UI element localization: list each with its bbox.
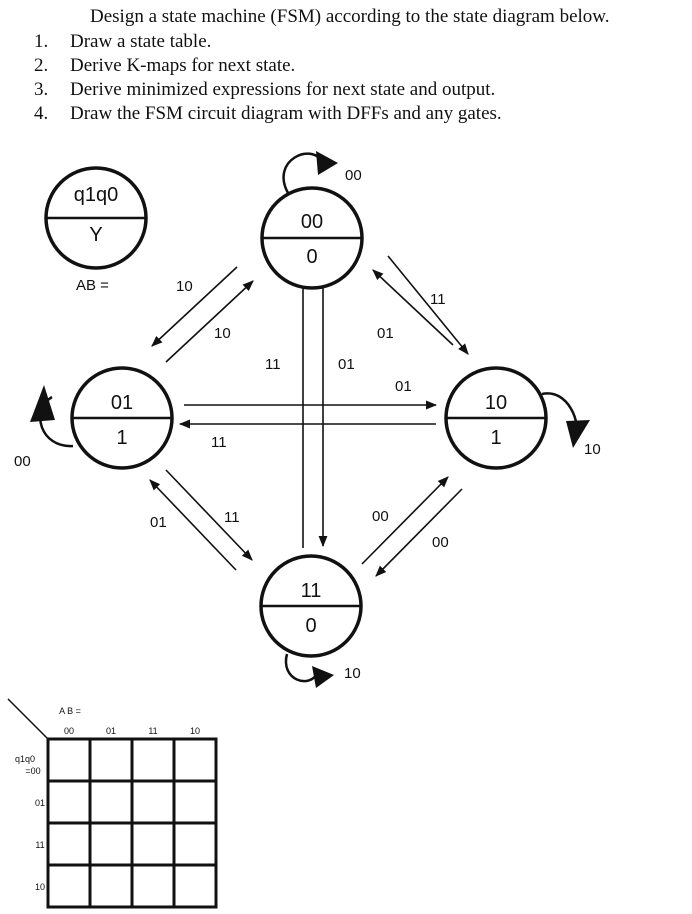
kmap-row-00: =00 [25,766,41,776]
label-s00-to-s11: 11 [265,356,281,373]
label-s10-to-s01: 11 [211,434,227,451]
label-self-s11: 10 [344,665,361,682]
legend-input-label: AB = [76,277,109,294]
kmap-input-header: A B = [59,706,81,716]
svg-text:11: 11 [300,580,322,602]
label-s01-to-s10: 01 [395,378,412,395]
kmap-row-11: 11 [35,840,45,850]
kmap-col-00: 00 [63,726,75,736]
label-self-s01: 00 [14,453,31,470]
label-s00-to-s10: 11 [430,291,446,308]
label-s11-to-s01: 01 [150,514,167,531]
kmap-col-11: 11 [148,726,158,736]
kmap-corner-diagonal [8,699,48,739]
svg-text:0: 0 [306,246,318,268]
step-2: 2. Derive K-maps for next state. [34,55,296,76]
kmap-col-10: 10 [189,726,201,736]
self-loop-s11-arrowhead [312,666,334,688]
self-loop-s01-arrowhead [30,385,55,422]
legend-node [46,168,146,268]
arrow-s10-to-s11 [376,489,462,576]
label-self-s00: 00 [345,167,362,184]
kmap-col-01: 01 [105,726,117,736]
kmap-row-10: 10 [34,882,46,892]
label-s01-to-s11: 11 [224,509,240,526]
state-node-10 [446,368,546,468]
label-s10-to-s00: 01 [377,325,394,342]
label-s11-to-s00: 01 [338,356,355,373]
state-node-00 [262,188,362,288]
legend-state-label: q1q0 [73,184,119,206]
svg-text:01: 01 [110,392,134,414]
label-s10-to-s11: 00 [372,508,389,525]
svg-text:1: 1 [116,427,128,449]
legend-output-label: Y [89,224,103,246]
problem-title: Design a state machine (FSM) according to the state diagram below. [90,6,610,27]
svg-text:0: 0 [305,615,317,637]
label-s11-to-s10: 00 [432,534,449,551]
state-node-11 [261,556,361,656]
arrow-s00-to-s10 [388,256,468,354]
kmap-state-header: q1q0 [14,754,36,764]
step-3: 3. Derive minimized expressions for next state and output. [34,79,496,100]
kmap-row-01: 01 [34,798,46,808]
svg-text:00: 00 [300,211,324,233]
step-1: 1. Draw a state table. [34,31,212,52]
svg-text:10: 10 [484,392,508,414]
step-4: 4. Draw the FSM circuit diagram with DFFs and any gates. [34,103,502,124]
self-loop-s00-arrowhead [316,151,338,175]
label-s01-to-s00: 10 [176,278,193,295]
label-s00-to-s01: 10 [214,325,231,342]
state-node-01 [72,368,172,468]
kmap-grid [48,739,216,907]
label-self-s10: 10 [584,441,601,458]
svg-text:1: 1 [490,427,502,449]
